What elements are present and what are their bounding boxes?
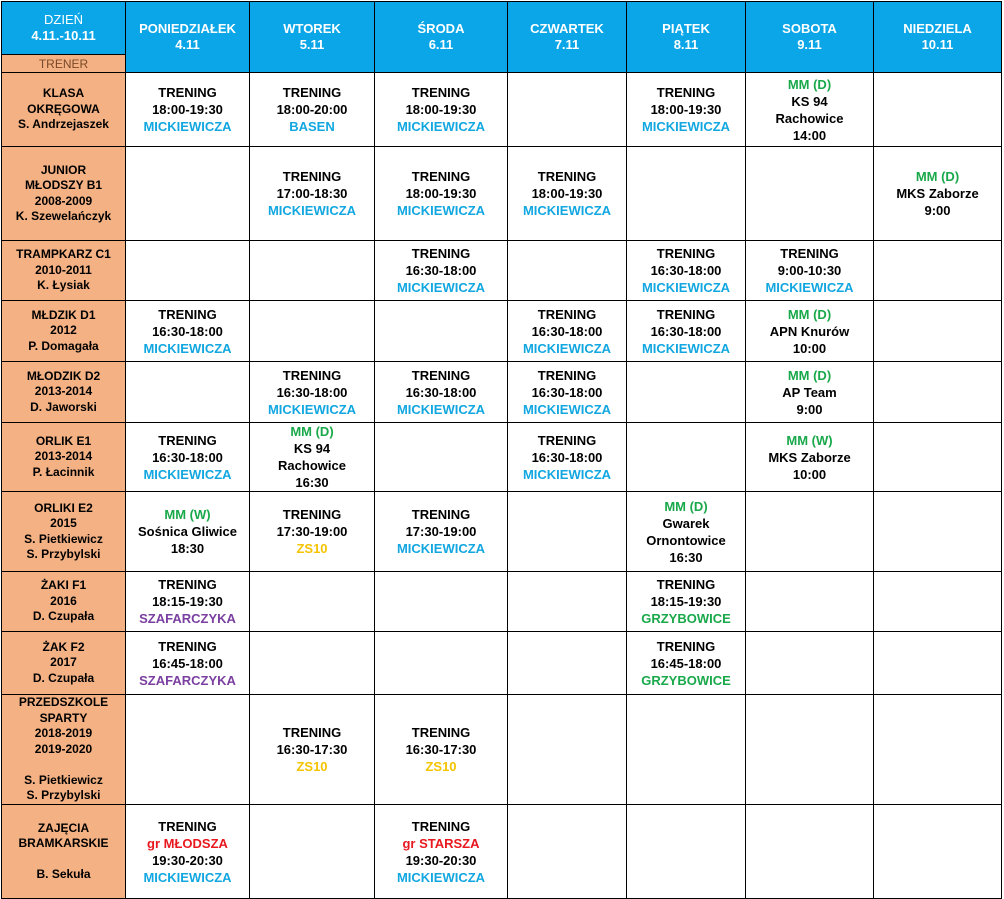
- event-line: MM (W): [786, 432, 833, 448]
- event-line: MICKIEWICZA: [522, 203, 612, 218]
- team-label-line: ZAJĘCIA: [37, 820, 90, 835]
- team-cell: [2, 301, 126, 362]
- event-line: MICKIEWICZA: [396, 280, 486, 295]
- event-line: GRZYBOWICE: [641, 672, 731, 688]
- event-line: MICKIEWICZA: [396, 869, 486, 885]
- event-line: 17:30-19:00: [405, 524, 477, 539]
- team-label-line: PRZEDSZKOLE: [18, 695, 109, 710]
- schedule-cell: [746, 805, 874, 899]
- team-label-line: ORLIKI E2: [34, 500, 93, 515]
- event-line: 16:30-18:00: [650, 323, 722, 339]
- schedule-cell: [126, 241, 250, 301]
- team-cell: [2, 572, 126, 632]
- schedule-cell: [627, 423, 746, 492]
- team-row: [2, 147, 1002, 241]
- team-cell: [2, 147, 126, 241]
- team-label-line: MŁODZIK D2: [26, 368, 101, 383]
- schedule-cell: [250, 492, 375, 572]
- event-line: 18:00-19:30: [405, 102, 477, 117]
- event-line: TRENING: [282, 507, 342, 522]
- team-label-line: 2018-2019: [34, 726, 93, 741]
- event-line: 16:30-18:00: [531, 384, 603, 400]
- schedule-cell: [874, 301, 1002, 362]
- schedule-cell: [375, 241, 508, 301]
- schedule-cell: [250, 695, 375, 805]
- event-line: 16:30-18:00: [152, 449, 223, 465]
- trainer-name: P. Łacinnik: [32, 464, 95, 479]
- schedule-cell: [126, 73, 250, 147]
- event-line: 9:00: [796, 401, 823, 417]
- event-line: MM (W): [164, 507, 211, 522]
- event-line: MICKIEWICZA: [396, 401, 486, 417]
- schedule-cell: [508, 147, 627, 241]
- team-cell: [2, 241, 126, 301]
- team-cell: [2, 695, 126, 805]
- schedule-cell: [874, 73, 1002, 147]
- schedule-cell: [508, 805, 627, 899]
- schedule-cell: [746, 241, 874, 301]
- event-line: MICKIEWICZA: [641, 119, 731, 134]
- schedule-table: [1, 1, 1002, 899]
- schedule-cell: [375, 492, 508, 572]
- day-col-tuesday: [250, 2, 375, 73]
- team-row: [2, 301, 1002, 362]
- team-cell: [2, 73, 126, 147]
- day-name: CZWARTEK: [530, 21, 604, 36]
- schedule-cell: [627, 301, 746, 362]
- team-label-line: 2016: [50, 593, 77, 608]
- event-line: 18:00-20:00: [276, 102, 348, 117]
- team-label-line: KLASA: [42, 86, 85, 101]
- schedule-cell: [746, 73, 874, 147]
- event-line: TRENING: [780, 246, 839, 261]
- event-line: TRENING: [656, 85, 716, 100]
- event-line: TRENING: [411, 725, 471, 740]
- day-date: 8.11: [673, 37, 699, 52]
- team-row: [2, 362, 1002, 423]
- event-line: 19:30-20:30: [405, 852, 477, 868]
- schedule-cell: [874, 241, 1002, 301]
- event-line: TRENING: [537, 432, 597, 448]
- day-name: ŚRODA: [417, 21, 465, 36]
- event-line: MICKIEWICZA: [522, 340, 612, 356]
- event-line: MICKIEWICZA: [396, 541, 486, 556]
- schedule-cell: [126, 492, 250, 572]
- event-line: MICKIEWICZA: [396, 119, 486, 134]
- schedule-cell: [746, 632, 874, 695]
- schedule-cell: [874, 492, 1002, 572]
- schedule-cell: [375, 147, 508, 241]
- day-name: PIĄTEK: [662, 21, 710, 36]
- schedule-cell: [508, 492, 627, 572]
- event-line: TRENING: [158, 306, 217, 322]
- schedule-cell: [375, 301, 508, 362]
- event-line: TRENING: [411, 246, 471, 261]
- schedule-cell: [508, 572, 627, 632]
- event-line: 18:00-19:30: [405, 186, 477, 201]
- day-name: SOBOTA: [782, 21, 837, 36]
- day-date: 7.11: [554, 37, 580, 52]
- event-line: MICKIEWICZA: [765, 280, 854, 295]
- day-date: 6.11: [428, 37, 454, 52]
- schedule-cell: [874, 632, 1002, 695]
- schedule-cell: [746, 147, 874, 241]
- team-row: [2, 492, 1002, 572]
- event-line: SZAFARCZYKA: [139, 672, 236, 688]
- event-line: MM (D): [787, 367, 832, 383]
- schedule-cell: [508, 241, 627, 301]
- schedule-cell: [250, 632, 375, 695]
- event-line: MICKIEWICZA: [522, 466, 612, 482]
- event-line: TRENING: [537, 367, 597, 383]
- day-label: DZIEŃ: [44, 12, 83, 27]
- trainer-name: P. Domagała: [28, 338, 99, 353]
- team-label-line: ŻAK F2: [42, 639, 85, 654]
- schedule-cell: [508, 695, 627, 805]
- schedule-cell: [627, 73, 746, 147]
- day-date: 4.11: [175, 37, 200, 52]
- event-line: 19:30-20:30: [152, 852, 223, 868]
- day-col-monday: [126, 2, 250, 73]
- schedule-cell: [746, 301, 874, 362]
- schedule-cell: [250, 241, 375, 301]
- event-line: 16:30-18:00: [405, 263, 477, 278]
- schedule-cell: [126, 301, 250, 362]
- day-name: PONIEDZIAŁEK: [139, 21, 236, 36]
- event-line: 16:30-18:00: [650, 263, 722, 278]
- schedule-cell: [874, 572, 1002, 632]
- event-line: Sośnica Gliwice: [138, 524, 237, 539]
- schedule-cell: [250, 73, 375, 147]
- trainer-name: D. Czupała: [32, 670, 95, 685]
- schedule-cell: [126, 362, 250, 423]
- schedule-cell: [874, 805, 1002, 899]
- event-line: MM (D): [787, 76, 832, 92]
- event-line: 14:00: [792, 127, 827, 143]
- event-line: MICKIEWICZA: [143, 466, 232, 482]
- event-line: TRENING: [158, 818, 217, 834]
- team-label-line: 2010-2011: [35, 262, 92, 277]
- schedule-cell: [250, 147, 375, 241]
- event-line: Rachowice: [775, 110, 844, 126]
- trainer-name: K. Szewelańczyk: [15, 209, 112, 223]
- event-line: MICKIEWICZA: [522, 401, 612, 417]
- schedule-cell: [746, 362, 874, 423]
- schedule-cell: [874, 362, 1002, 423]
- event-line: KS 94: [293, 441, 331, 456]
- event-line: 16:30-18:00: [276, 384, 348, 400]
- team-label-line: ORLIK E1: [35, 433, 92, 448]
- event-line: 16:45-18:00: [152, 655, 223, 671]
- event-line: 17:30-19:00: [276, 524, 348, 539]
- team-label-line: [4, 852, 123, 868]
- event-line: TRENING: [411, 85, 471, 100]
- team-label-line: [4, 757, 123, 773]
- schedule-cell: [250, 805, 375, 899]
- event-line: TRENING: [411, 507, 471, 522]
- event-line: MM (D): [664, 498, 708, 514]
- event-line: 18:15-19:30: [650, 594, 722, 609]
- day-col-saturday: [746, 2, 874, 73]
- event-line: TRENING: [411, 367, 471, 383]
- team-label-line: TRAMPKARZ C1: [16, 247, 111, 262]
- schedule-cell: [375, 695, 508, 805]
- team-cell: [2, 423, 126, 492]
- event-line: Ornontowice: [646, 532, 726, 548]
- event-line: TRENING: [411, 818, 471, 834]
- event-line: 16:30: [295, 475, 329, 490]
- event-line: APN Knurów: [769, 323, 850, 339]
- event-line: 10:00: [792, 340, 827, 356]
- schedule-cell: [508, 423, 627, 492]
- day-name: NIEDZIELA: [903, 21, 972, 36]
- day-date: 9.11: [797, 37, 822, 52]
- event-line: MICKIEWICZA: [641, 280, 731, 295]
- event-line: 9:00-10:30: [777, 263, 842, 278]
- event-line: 16:30-18:00: [531, 323, 603, 339]
- event-line: 16:30-17:30: [405, 742, 477, 757]
- schedule-cell: [627, 362, 746, 423]
- team-cell: [2, 632, 126, 695]
- event-line: TRENING: [282, 169, 342, 184]
- team-row: [2, 241, 1002, 301]
- schedule-cell: [627, 632, 746, 695]
- event-line: 10:00: [792, 466, 827, 482]
- event-line: MICKIEWICZA: [396, 203, 486, 218]
- schedule-cell: [627, 147, 746, 241]
- event-line: MM (D): [915, 169, 960, 184]
- event-line: 18:00-19:30: [152, 102, 223, 117]
- schedule-cell: [508, 73, 627, 147]
- day-col-friday: [627, 2, 746, 73]
- event-line: KS 94: [791, 93, 828, 109]
- day-header-cell: [2, 2, 126, 55]
- schedule-cell: [126, 805, 250, 899]
- day-date: 10.11: [921, 37, 954, 52]
- day-date: 5.11: [299, 37, 325, 52]
- event-line: TRENING: [656, 246, 716, 261]
- schedule-cell: [375, 805, 508, 899]
- event-line: MICKIEWICZA: [143, 869, 232, 885]
- schedule-cell: [874, 695, 1002, 805]
- event-line: 16:30: [669, 549, 703, 565]
- schedule-cell: [874, 147, 1002, 241]
- team-label-line: 2008-2009: [34, 193, 93, 208]
- schedule-cell: [627, 572, 746, 632]
- team-row: [2, 572, 1002, 632]
- event-line: MM (D): [787, 306, 832, 322]
- trainer-name: S. Przybylski: [26, 788, 101, 803]
- event-line: gr MŁODSZA: [147, 835, 228, 851]
- event-line: TRENING: [158, 577, 217, 592]
- event-line: Rachowice: [278, 458, 346, 473]
- event-line: 9:00: [924, 203, 951, 218]
- schedule-cell: [126, 423, 250, 492]
- event-line: AP Team: [782, 384, 837, 400]
- schedule-cell: [126, 147, 250, 241]
- team-label-line: 2019-2020: [34, 741, 93, 756]
- day-col-wednesday: [375, 2, 508, 73]
- schedule-cell: [627, 492, 746, 572]
- event-line: TRENING: [282, 367, 342, 383]
- event-line: TRENING: [158, 85, 217, 100]
- schedule-cell: [375, 632, 508, 695]
- team-label-line: 2017: [50, 655, 77, 670]
- team-label-line: JUNIOR: [40, 162, 87, 177]
- team-row: [2, 695, 1002, 805]
- event-line: Gwarek: [662, 515, 710, 531]
- event-line: ZS10: [425, 759, 457, 774]
- schedule-cell: [508, 362, 627, 423]
- schedule-cell: [746, 492, 874, 572]
- schedule-cell: [508, 301, 627, 362]
- event-line: 16:30-18:00: [152, 323, 223, 339]
- schedule-cell: [508, 632, 627, 695]
- event-line: 16:30-18:00: [405, 384, 477, 400]
- schedule-cell: [126, 572, 250, 632]
- event-line: MICKIEWICZA: [267, 203, 357, 218]
- event-line: MKS Zaborze: [768, 449, 851, 465]
- trainer-name: D. Czupała: [32, 609, 95, 624]
- header-row: [2, 2, 1002, 55]
- team-cell: [2, 492, 126, 572]
- event-line: TRENING: [656, 577, 716, 592]
- team-label-line: ŻAKI F1: [40, 578, 87, 593]
- event-line: 16:30-17:30: [276, 742, 348, 757]
- schedule-cell: [746, 695, 874, 805]
- trainer-label: TRENER: [2, 55, 126, 73]
- day-name: WTOREK: [283, 21, 341, 36]
- event-line: 16:30-18:00: [531, 449, 603, 465]
- team-label-line: BRAMKARSKIE: [18, 836, 109, 850]
- schedule-cell: [375, 572, 508, 632]
- event-line: 16:45-18:00: [650, 655, 722, 671]
- schedule-cell: [250, 572, 375, 632]
- day-col-thursday: [508, 2, 627, 73]
- event-line: TRENING: [656, 638, 716, 654]
- schedule-cell: [746, 423, 874, 492]
- team-row: [2, 632, 1002, 695]
- event-line: ZS10: [296, 541, 328, 556]
- event-line: MM (D): [290, 424, 334, 439]
- team-label-line: S. Pietkiewicz: [24, 772, 103, 787]
- event-line: gr STARSZA: [402, 835, 480, 851]
- event-line: TRENING: [537, 306, 597, 322]
- trainer-name: B. Sekuła: [36, 867, 91, 881]
- event-line: TRENING: [158, 638, 217, 654]
- event-line: TRENING: [282, 725, 342, 740]
- schedule-cell: [250, 423, 375, 492]
- event-line: TRENING: [158, 432, 217, 448]
- trainer-name: D. Jaworski: [30, 399, 97, 414]
- event-line: MKS Zaborze: [896, 186, 979, 201]
- event-line: 17:00-18:30: [276, 186, 348, 201]
- event-line: SZAFARCZYKA: [139, 611, 236, 626]
- team-label-line: MŁODSZY B1: [24, 178, 103, 192]
- team-label-line: 2015: [50, 516, 77, 530]
- schedule-cell: [375, 73, 508, 147]
- team-label-line: OKRĘGOWA: [27, 101, 100, 116]
- team-cell: [2, 362, 126, 423]
- trainer-name: S. Przybylski: [26, 547, 101, 561]
- schedule-cell: [126, 695, 250, 805]
- event-line: BASEN: [289, 119, 335, 134]
- event-line: 18:00-19:30: [531, 186, 603, 201]
- team-label-line: 2012: [50, 323, 77, 338]
- schedule-cell: [874, 423, 1002, 492]
- event-line: 18:00-19:30: [650, 102, 722, 117]
- schedule-cell: [627, 695, 746, 805]
- event-line: 18:15-19:30: [152, 594, 223, 609]
- team-row: [2, 73, 1002, 147]
- trainer-name: S. Andrzejaszek: [18, 117, 109, 132]
- event-line: TRENING: [537, 169, 597, 184]
- event-line: MICKIEWICZA: [143, 119, 232, 134]
- team-label-line: SPARTY: [39, 710, 88, 725]
- team-row: [2, 805, 1002, 899]
- team-row: [2, 423, 1002, 492]
- team-label-line: 2013-2014: [34, 449, 93, 464]
- schedule-cell: [627, 805, 746, 899]
- schedule-cell: [250, 362, 375, 423]
- event-line: MICKIEWICZA: [143, 340, 232, 356]
- event-line: MICKIEWICZA: [641, 340, 731, 356]
- trainer-name: K. Łysiak: [37, 278, 90, 293]
- week-range: 4.11.-10.11: [31, 28, 96, 43]
- team-label-line: S. Pietkiewicz: [24, 531, 103, 546]
- day-col-sunday: [874, 2, 1002, 73]
- event-line: 18:30: [170, 541, 205, 556]
- schedule-cell: [627, 241, 746, 301]
- event-line: TRENING: [656, 306, 716, 322]
- event-line: MICKIEWICZA: [267, 401, 357, 417]
- event-line: TRENING: [282, 85, 342, 100]
- event-line: ZS10: [296, 759, 328, 774]
- team-label-line: MŁDZIK D1: [31, 307, 96, 322]
- schedule-cell: [375, 362, 508, 423]
- event-line: TRENING: [411, 169, 471, 184]
- schedule-cell: [746, 572, 874, 632]
- team-cell: [2, 805, 126, 899]
- team-label-line: 2013-2014: [34, 384, 93, 399]
- schedule-cell: [375, 423, 508, 492]
- schedule-cell: [126, 632, 250, 695]
- event-line: GRZYBOWICE: [641, 611, 731, 626]
- schedule-cell: [250, 301, 375, 362]
